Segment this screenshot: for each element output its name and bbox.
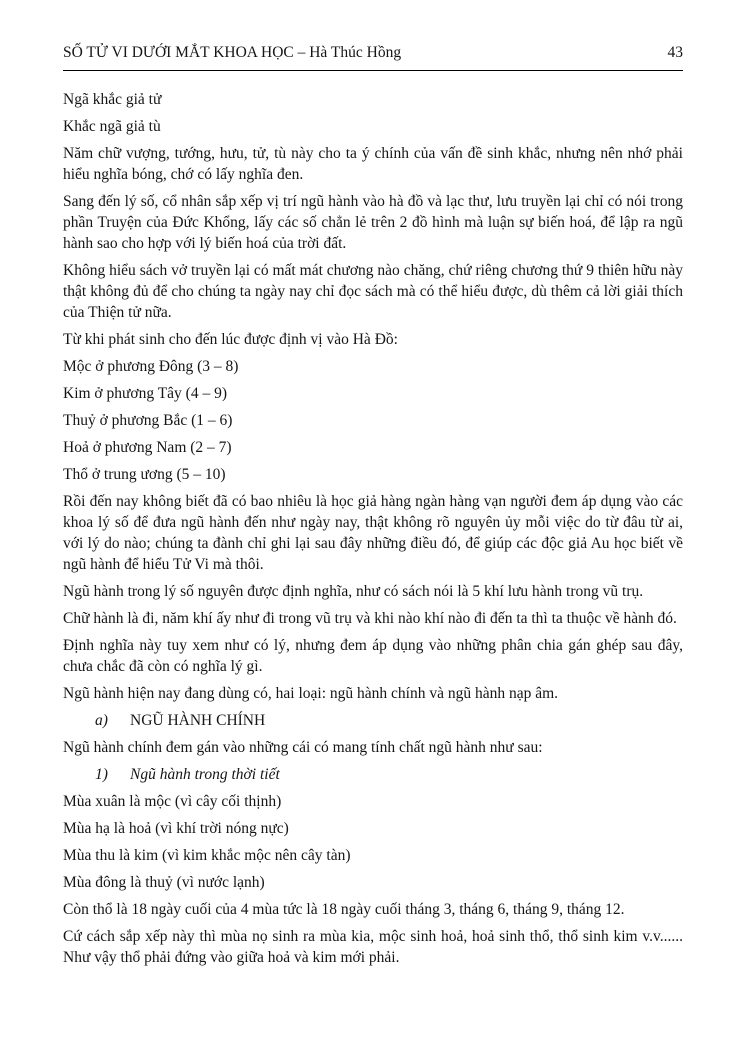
paragraph: Ngũ hành chính đem gán vào những cái có mang tính chất ngũ hành như sau: [63,739,543,756]
quote-line: Ngã khắc giả tử [63,91,162,108]
heading-text: Ngũ hành trong thời tiết [130,766,280,783]
page-header [63,42,683,70]
paragraph: Định nghĩa này tuy xem như có lý, nhưng đem áp dụng vào những phân chia gán ghép sau đây, chưa chắc đã còn có nghĩa lý gì. [63,637,683,675]
page-body [63,89,683,968]
paragraph: Sang đến lý số, cổ nhân sắp xếp vị trí ngũ hành vào hà đồ và lạc thư, lưu truyền lại chỉ có nói trong phần Truyện của Đức Khổng, lấy các số chẳn lẻ trên 2 đồ hình mà luận sự biến hoá, để lập ra ngũ hành sao cho hợp với lý biến hoá của trời đất. [63,193,683,252]
section-heading [63,710,683,731]
paragraph: Ngũ hành trong lý số nguyên được định nghĩa, như có sách nói là 5 khí lưu hành trong vũ trụ. [63,583,644,600]
paragraph: Rồi đến nay không biết đã có bao nhiêu là học giả hàng ngàn hàng vạn người đem áp dụng vào các khoa lý số để đưa ngũ hành đến như ngày nay, thật không rõ nguyên ủy mỗi việc do từ đâu từ ai, với lý do nào; chúng ta đành chỉ ghi lại sau đây những điều đó, để giúp các độc giả Au học biết về ngũ hành để hiểu Tử Vi mà thôi. [63,493,683,573]
heading-label: 1) [95,766,108,783]
paragraph: Không hiểu sách vở truyền lại có mất mát chương nào chăng, chứ riêng chương thứ 9 thiên hữu này thật không đủ để cho chúng ta ngày nay chỉ đọc sách mà có thể hiểu được, dù thêm cả lời giải thích của Thiện tử nữa. [63,262,683,321]
paragraph: Cứ cách sắp xếp này thì mùa nọ sinh ra mùa kia, mộc sinh hoả, hoả sinh thổ, thổ sinh kim v.v...... Như vậy thổ phải đứng vào giữa hoả và kim mới phải. [63,928,683,966]
list-item: Mùa đông là thuỷ (vì nước lạnh) [63,874,265,891]
paragraph: Chữ hành là đi, năm khí ấy như đi trong vũ trụ và khi nào khí nào đi đến ta thì ta thuộc về hành đó. [63,610,677,627]
paragraph: Còn thổ là 18 ngày cuối của 4 mùa tức là 18 ngày cuối tháng 3, tháng 6, tháng 9, tháng 12. [63,901,625,918]
header-rule [63,70,683,71]
page-number: 43 [667,44,683,61]
heading-label: a) [95,712,108,729]
list-item: Mộc ở phương Đông (3 – 8) [63,358,239,375]
heading-text: NGŨ HÀNH CHÍNH [130,712,266,729]
list-item: Mùa xuân là mộc (vì cây cối thịnh) [63,793,282,810]
running-title: SỐ TỬ VI DƯỚI MẮT KHOA HỌC – Hà Thúc Hồng [63,44,402,61]
list-item: Kim ở phương Tây (4 – 9) [63,385,227,402]
paragraph: Ngũ hành hiện nay đang dùng có, hai loại: ngũ hành chính và ngũ hành nạp âm. [63,685,559,702]
list-item: Mùa hạ là hoả (vì khí trời nóng nực) [63,820,289,837]
list-item: Hoả ở phương Nam (2 – 7) [63,439,232,456]
paragraph: Năm chữ vượng, tướng, hưu, tử, tù này cho ta ý chính của vấn đề sinh khắc, nhưng nên nhớ phải hiểu nghĩa bóng, chớ có lấy nghĩa đen. [63,145,683,183]
quote-line: Khắc ngã giả tù [63,118,161,135]
list-item: Thuỷ ở phương Bắc (1 – 6) [63,412,233,429]
list-item: Mùa thu là kim (vì kim khắc mộc nên cây tàn) [63,847,351,864]
list-item: Thổ ở trung ương (5 – 10) [63,466,226,483]
paragraph: Từ khi phát sinh cho đến lúc được định vị vào Hà Đồ: [63,331,398,348]
subsection-heading [63,764,683,785]
